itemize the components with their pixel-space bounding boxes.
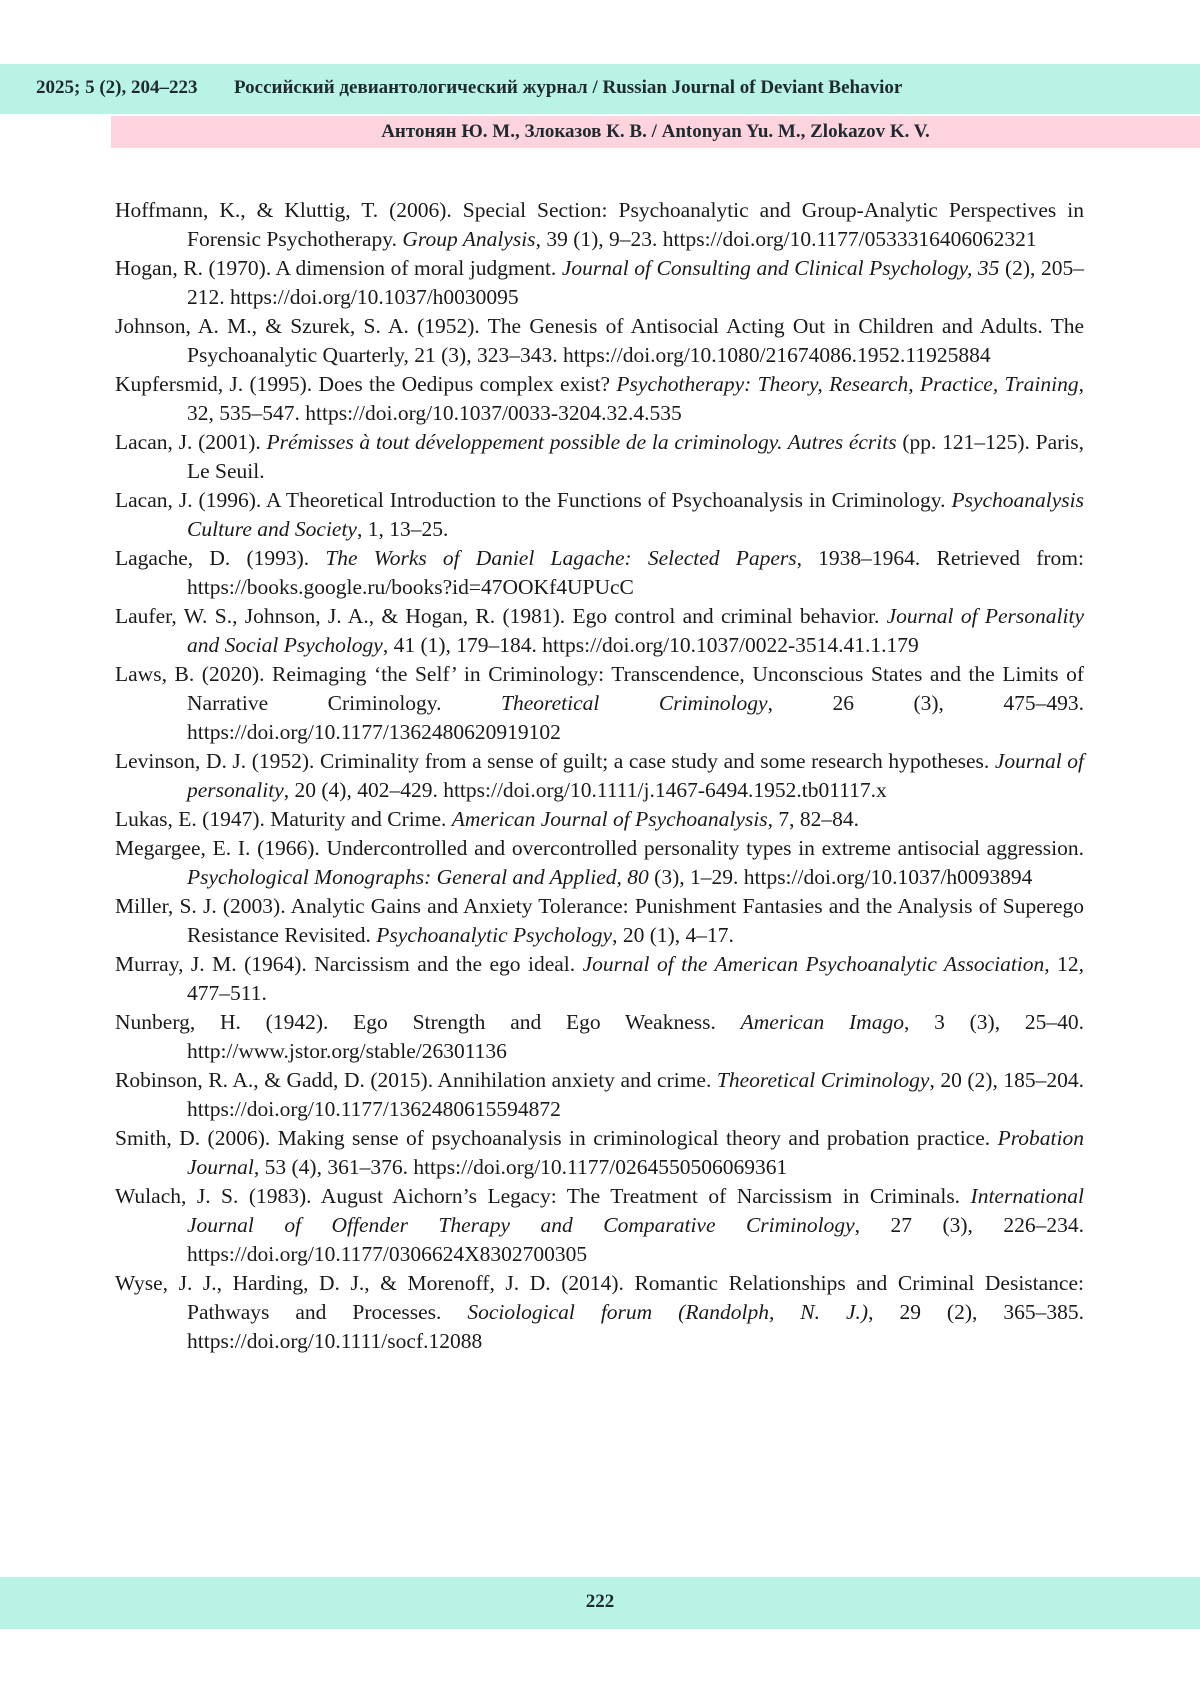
reference-source: American Journal of Psychoanalysis bbox=[451, 807, 768, 831]
reference-details: , 7, 82–84. bbox=[767, 807, 860, 831]
reference-text: Megargee, E. I. (1966). Undercontrolled and overcontrolled personality types in extreme antisocial aggression. bbox=[115, 836, 1084, 860]
journal-title: Российский девиантологический журнал / Russian Journal of Deviant Behavior bbox=[234, 77, 903, 98]
reference-text: Robinson, R. A., & Gadd, D. (2015). Annihilation anxiety and crime. bbox=[115, 1068, 717, 1092]
reference-details: (3), 1–29. https://doi.org/10.1037/h0093894 bbox=[648, 865, 1033, 889]
reference-list bbox=[115, 196, 1084, 1356]
reference-source: Psychoanalysis Culture and Society bbox=[187, 488, 1084, 541]
reference-details: (2), 205–212. https://doi.org/10.1037/h0030095 bbox=[187, 256, 1084, 309]
reference-entry bbox=[115, 1269, 1084, 1356]
reference-source: Psychological Monographs: General and Applied, 80 bbox=[187, 865, 649, 889]
reference-text: Levinson, D. J. (1952). Criminality from a sense of guilt; a case study and some research hypotheses. bbox=[115, 749, 995, 773]
reference-source: Journal of Personality and Social Psychology bbox=[187, 604, 1084, 657]
reference-details: (pp. 121–125). Paris, Le Seuil. bbox=[187, 430, 1084, 483]
reference-source: Journal of personality bbox=[187, 749, 1085, 802]
reference-entry bbox=[115, 1066, 1084, 1124]
reference-details: , 1938–1964. Retrieved from: https://books.google.ru/books?id=47OOKf4UPUcC bbox=[187, 546, 1084, 599]
reference-source: Group Analysis bbox=[402, 227, 536, 251]
reference-source: International Journal of Offender Therapy and Comparative Criminology bbox=[187, 1184, 1084, 1237]
reference-entry bbox=[115, 486, 1084, 544]
reference-source: Sociological forum (Randolph, N. J.) bbox=[467, 1300, 869, 1324]
reference-details: , 20 (1), 4–17. bbox=[612, 923, 734, 947]
reference-entry bbox=[115, 428, 1084, 486]
reference-details: , 29 (2), 365–385. https://doi.org/10.1111/socf.12088 bbox=[187, 1300, 1084, 1353]
running-authors: Антонян Ю. М., Злоказов К. В. / Antonyan Yu. M., Zlokazov K. V. bbox=[381, 121, 930, 142]
reference-text: Laufer, W. S., Johnson, J. A., & Hogan, R. (1981). Ego control and criminal behavior. bbox=[115, 604, 887, 628]
reference-entry bbox=[115, 834, 1084, 892]
reference-text: Murray, J. M. (1964). Narcissism and the ego ideal. bbox=[115, 952, 583, 976]
reference-text: Nunberg, H. (1942). Ego Strength and Ego Weakness. bbox=[115, 1010, 741, 1034]
reference-text: Johnson, A. M., & Szurek, S. A. (1952). The Genesis of Antisocial Acting Out in Children and Adults. The Psychoanalytic Quarterly, 21 (3), 323–343. https://doi.org/10.1080/21674086.1952.11925884 bbox=[115, 314, 1084, 367]
reference-text: Wulach, J. S. (1983). August Aichorn’s Legacy: The Treatment of Narcissism in Criminals. bbox=[115, 1184, 971, 1208]
reference-source: Psychotherapy: Theory, Research, Practice, Training bbox=[616, 372, 1079, 396]
reference-text: Lukas, E. (1947). Maturity and Crime. bbox=[115, 807, 452, 831]
reference-details: , 27 (3), 226–234. https://doi.org/10.1177/0306624X8302700305 bbox=[187, 1213, 1084, 1266]
reference-entry bbox=[115, 892, 1084, 950]
reference-entry bbox=[115, 602, 1084, 660]
page-number: 222 bbox=[585, 1591, 615, 1612]
reference-details: , 1, 13–25. bbox=[356, 517, 449, 541]
reference-entry bbox=[115, 254, 1084, 312]
reference-entry bbox=[115, 950, 1084, 1008]
reference-text: Lagache, D. (1993). bbox=[115, 546, 326, 570]
reference-entry bbox=[115, 1124, 1084, 1182]
reference-source: American Imago bbox=[740, 1010, 904, 1034]
issue-info: 2025; 5 (2), 204–223 bbox=[36, 77, 198, 98]
header-band bbox=[0, 64, 1200, 114]
reference-text: Smith, D. (2006). Making sense of psychoanalysis in criminological theory and probation practice. bbox=[115, 1126, 998, 1150]
reference-entry bbox=[115, 747, 1084, 805]
reference-source: Psychoanalytic Psychology bbox=[376, 923, 613, 947]
authors-band bbox=[111, 116, 1200, 148]
reference-text: Wyse, J. J., Harding, D. J., & Morenoff, J. D. (2014). Romantic Relationships and Criminal Desistance: Pathways and Processes. bbox=[115, 1271, 1084, 1324]
reference-source: Theoretical Criminology bbox=[501, 691, 768, 715]
reference-text: Hoffmann, K., & Kluttig, T. (2006). Special Section: Psychoanalytic and Group-Analytic Perspectives in Forensic Psychotherapy. bbox=[115, 198, 1084, 251]
reference-entry bbox=[115, 544, 1084, 602]
reference-details: , 3 (3), 25–40. http://www.jstor.org/stable/26301136 bbox=[187, 1010, 1084, 1063]
reference-source: The Works of Daniel Lagache: Selected Papers bbox=[325, 546, 797, 570]
reference-text: Kupfersmid, J. (1995). Does the Oedipus complex exist? bbox=[115, 372, 617, 396]
reference-source: Probation Journal bbox=[187, 1126, 1084, 1179]
reference-text: Lacan, J. (2001). bbox=[115, 430, 267, 454]
reference-entry bbox=[115, 1008, 1084, 1066]
reference-details: , 41 (1), 179–184. https://doi.org/10.1037/0022-3514.41.1.179 bbox=[382, 633, 919, 657]
reference-source: Prémisses à tout développement possible de la criminology. Autres écrits bbox=[266, 430, 897, 454]
reference-entry bbox=[115, 370, 1084, 428]
reference-text: Miller, S. J. (2003). Analytic Gains and Anxiety Tolerance: Punishment Fantasies and the Analysis of Superego Resistance Revisited. bbox=[115, 894, 1084, 947]
reference-details: , 39 (1), 9–23. https://doi.org/10.1177/0533316406062321 bbox=[535, 227, 1037, 251]
reference-details: , 12, 477–511. bbox=[187, 952, 1084, 1005]
reference-entry bbox=[115, 196, 1084, 254]
reference-entry bbox=[115, 660, 1084, 747]
reference-source: Journal of the American Psychoanalytic Association bbox=[582, 952, 1045, 976]
reference-details: , 53 (4), 361–376. https://doi.org/10.1177/0264550506069361 bbox=[253, 1155, 788, 1179]
reference-source: Theoretical Criminology bbox=[716, 1068, 930, 1092]
reference-text: Hogan, R. (1970). A dimension of moral judgment. bbox=[115, 256, 562, 280]
reference-entry bbox=[115, 1182, 1084, 1269]
reference-details: , 20 (2), 185–204. https://doi.org/10.1177/1362480615594872 bbox=[187, 1068, 1084, 1121]
footer-band bbox=[0, 1577, 1200, 1629]
reference-entry bbox=[115, 805, 1084, 834]
reference-details: , 32, 535–547. https://doi.org/10.1037/0033-3204.32.4.535 bbox=[187, 372, 1084, 425]
reference-source: Journal of Consulting and Clinical Psychology, 35 bbox=[561, 256, 1000, 280]
reference-details: , 20 (4), 402–429. https://doi.org/10.1111/j.1467-6494.1952.tb01117.x bbox=[283, 778, 887, 802]
reference-details: , 26 (3), 475–493. https://doi.org/10.1177/1362480620919102 bbox=[187, 691, 1085, 744]
reference-text: Laws, B. (2020). Reimaging ‘the Self’ in Criminology: Transcendence, Unconscious States and the Limits of Narrative Criminology. bbox=[115, 662, 1084, 715]
reference-entry bbox=[115, 312, 1084, 370]
reference-text: Lacan, J. (1996). A Theoretical Introduction to the Functions of Psychoanalysis in Criminology. bbox=[115, 488, 952, 512]
